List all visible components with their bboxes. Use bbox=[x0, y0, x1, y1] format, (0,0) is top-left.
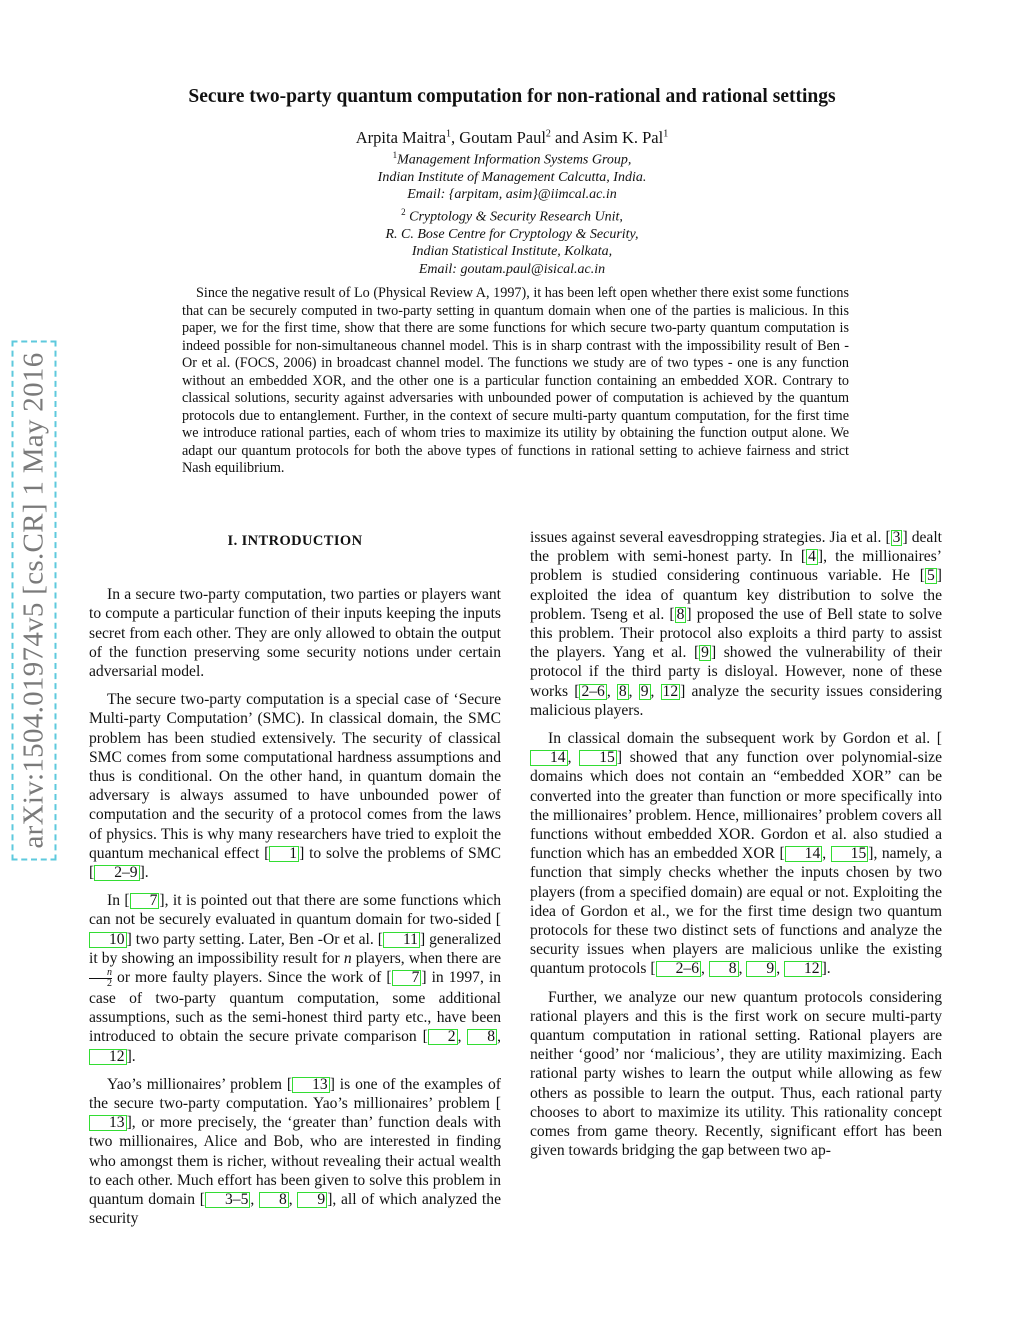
intro-paragraph-4-continued: issues against several eavesdropping strategies. Jia et al. [ 3 ] dealt the problem with semi-honest party. In [ 4 ], the millionaires’ problem is studied considering continuous variable. He [ 5 ] exploited the idea of quantum key distribution to solve the problem. Tseng et al. [ 8 ] proposed the use of Bell state to solve this problem. Their protocol also exploits a third party to assist the players. Yang et al. [ 9 ] showed the vulnerability of their protocol if the third party is disloyal. However, none of these works [ 2–6 , 8 , 9 , 12 ] analyze the security issues considering malicious players. bbox=[530, 529, 943, 719]
citation-link[interactable]: 8 bbox=[618, 682, 627, 700]
author-list bbox=[0, 128, 1024, 148]
citation-link[interactable]: 3–5 bbox=[205, 1192, 250, 1208]
arxiv-identifier-stamp bbox=[8, 310, 60, 890]
author-affil-mark: 1 bbox=[663, 128, 669, 140]
section-heading-introduction: I. INTRODUCTION bbox=[227, 533, 363, 549]
citation-link[interactable]: 14 bbox=[785, 846, 823, 862]
citation-link[interactable]: 7 bbox=[130, 893, 160, 909]
citation-link[interactable]: 11 bbox=[383, 932, 420, 948]
intro-paragraph-5: In classical domain the subsequent work by Gordon et al. [14 , 15 ] showed that any function over polynomial-size domains which does not contain an “embedded XOR” can be converted into the greater than function or more specifically into the millionaires’ problem. Hence, millionaires’ problem covers all functions without embedded XOR. Gordon et al. also studied a function which has an embedded XOR [ 14 , 15 ], namely, a function that simply checks whether the inputs chosen by two players (from a specified domain) are equal or not. Exploiting the idea of Gordon et al., we for the first time design two quantum protocols for these two distinct sets of functions and analyze the security issues when players are malicious unlike the existing quantum protocols [ 2–6 , 8 , 9 , 12 ]. bbox=[530, 730, 943, 978]
affiliation-2-line3: Indian Statistical Institute, Kolkata, bbox=[411, 244, 613, 260]
citation-link[interactable]: 8 bbox=[467, 1029, 497, 1045]
author-affil-mark: 1 bbox=[446, 128, 452, 140]
author-name: Asim K. Pal bbox=[582, 128, 664, 147]
intro-paragraph-2: The secure two-party computation is a special case of ‘Secure Multi-party Computation’ (SMC). In classical domain, the SMC problem has been studied extensively. The security of classical SMC comes from some computational hardness assumptions and thus is conditional. On the other hand, in quantum domain the adversary is always assumed to have unbounded power of computation and the security of a protocol comes from the laws of physics. This is why many researchers have tried to exploit the quantum mechanical effect [ 1 ] to solve the problems of SMC [ 2–9 ]. bbox=[89, 691, 501, 882]
citation-link[interactable]: 3 bbox=[892, 529, 901, 546]
right-column bbox=[530, 528, 942, 1170]
affiliation-text: Management Information Systems Group, bbox=[397, 152, 632, 168]
affiliation-mark: 1 bbox=[392, 150, 398, 160]
citation-link[interactable]: 9 bbox=[297, 1192, 327, 1208]
citation-link[interactable]: 2 bbox=[428, 1029, 458, 1045]
citation-link[interactable]: 4 bbox=[808, 548, 816, 566]
author-affil-mark: 2 bbox=[545, 128, 551, 140]
affiliation-mark: 2 bbox=[401, 206, 406, 217]
citation-link[interactable]: 9 bbox=[701, 644, 709, 662]
citation-link[interactable]: 8 bbox=[676, 605, 685, 623]
citation-link[interactable]: 14 bbox=[530, 750, 568, 766]
citation-link[interactable]: 15 bbox=[579, 750, 617, 766]
citation-link[interactable]: 2–6 bbox=[656, 961, 701, 977]
intro-paragraph-1: In a secure two-party computation, two parties or players want to compute a particular function of their inputs keeping the inputs secret from each other. They are only allowed to obtain the output of the function preserving some security notions under certain adversarial model. bbox=[89, 586, 501, 681]
citation-link[interactable]: 5 bbox=[927, 567, 935, 585]
affiliation-2-line2: R. C. Bose Centre for Cryptology & Security, bbox=[385, 226, 639, 242]
intro-paragraph-3: In [ 7 ], it is pointed out that there are some functions which can not be securely evaluated in quantum domain for two-sided [10 ] two party setting. Later, Ben -Or et al. [ 11 ] generalized it by showing an impossibility result for n players, when there are $\frac{n}{2}$ or more faulty players. Since the work of [ 7 ] in 1997, in case of two-party quantum computation, some additional assumptions, such as the semi-honest third party etc., have been introduced to obtain the secure private comparison [ 2 , 8 , 12 ]. bbox=[89, 892, 502, 1065]
paper-title: Secure two-party quantum computation for non-rational and rational settings bbox=[188, 86, 836, 107]
citation-link[interactable]: 15 bbox=[831, 846, 869, 862]
intro-paragraph-4: Yao’s millionaires’ problem [ 13 ] is one of the examples of the secure two-party computation. Yao’s millionaires’ problem [13 ], or more precisely, the ‘greater than’ function deals with two millionaires, Alice and Bob, who are interested in finding who amongst them is richer, without revealing their actual wealth to each other. Much effort has been given to solve this problem in quantum domain [ 3–5 , 8 , 9 ], all of which analyzed the security bbox=[89, 1075, 501, 1228]
citation-link[interactable]: 7 bbox=[392, 970, 422, 986]
affiliation-1-line bbox=[0, 147, 1024, 169]
affiliation-1-email: Email: {arpitam, asim}@iimcal.ac.in bbox=[407, 187, 617, 203]
affiliation-1-line2: Indian Institute of Management Calcutta, India. bbox=[377, 170, 647, 186]
affiliation-2-email: Email: goutam.paul@isical.ac.in bbox=[418, 261, 606, 277]
citation-link[interactable]: 8 bbox=[259, 1192, 289, 1208]
intro-paragraph-6: Further, we analyze our new quantum protocols considering rational players and this is the first work on secure multi-party quantum computation in rational setting. Rational players are neither ‘good’ nor ‘malicious’, they are utility maximizing. Each rational party wishes to learn the output while allowing as few others as possible to learn the output. Thus, each rational party chooses to abort to maximize its utility. This rationality concept comes from game theory. Recently, significant effort has been given towards bridging the gap between two ap- bbox=[530, 988, 942, 1160]
citation-link[interactable]: 2–9 bbox=[94, 865, 139, 881]
arxiv-identifier[interactable]: arXiv:1504.01974v5 [cs.CR] 1 May 2016 bbox=[12, 340, 57, 860]
affiliation-2-line bbox=[0, 204, 1024, 226]
left-column bbox=[89, 528, 501, 1238]
citation-link[interactable]: 12 bbox=[784, 961, 822, 977]
citation-link[interactable]: 9 bbox=[746, 961, 776, 977]
citation-link[interactable]: 13 bbox=[292, 1077, 330, 1093]
citation-link[interactable]: 13 bbox=[89, 1115, 127, 1131]
citation-link[interactable]: 12 bbox=[89, 1049, 127, 1065]
citation-link[interactable]: 8 bbox=[709, 961, 739, 977]
author-name: Goutam Paul bbox=[459, 128, 546, 147]
author-separator: and bbox=[550, 128, 583, 147]
citation-link[interactable]: 10 bbox=[89, 932, 127, 948]
citation-link[interactable]: 2–6 bbox=[581, 682, 605, 700]
affiliations bbox=[0, 147, 1024, 278]
affiliation-text: Cryptology & Security Research Unit, bbox=[409, 209, 623, 225]
math-variable: n bbox=[343, 949, 352, 967]
fraction: $\frac{n}{2}$ bbox=[89, 968, 112, 989]
citation-link[interactable]: 12 bbox=[662, 682, 679, 700]
author-name: Arpita Maitra bbox=[355, 128, 447, 147]
citation-link[interactable]: 1 bbox=[269, 846, 299, 862]
citation-link[interactable]: 9 bbox=[640, 682, 649, 700]
author-separator: , bbox=[451, 128, 460, 147]
abstract: Since the negative result of Lo (Physical Review A, 1997), it has been left open whether there exist some functions that can be securely computed in two-party setting in quantum domain when one of the parties is malicious. In this paper, we for the first time, show that there are some functions for which secure two-party quantum computation is indeed possible for non-simultaneous channel model. This is in sharp contrast with the impossibility result of Ben -Or et al. (FOCS, 2006) in broadcast channel model. The functions we study are of two types - one is any function without an embedded XOR, and the other one is a particular function containing an embedded XOR. Contrary to classical solutions, security against adversaries with unbounded power of computation is achieved by the quantum protocols due to entanglement. Further, in the context of secure multi-party quantum computation, for the first time we introduce rational parties, each of whom tries to maximize its utility by obtaining the function output alone. We adapt our quantum protocols for both the above types of functions in rational setting to achieve fairness and strict Nash equilibrium. bbox=[182, 285, 849, 476]
